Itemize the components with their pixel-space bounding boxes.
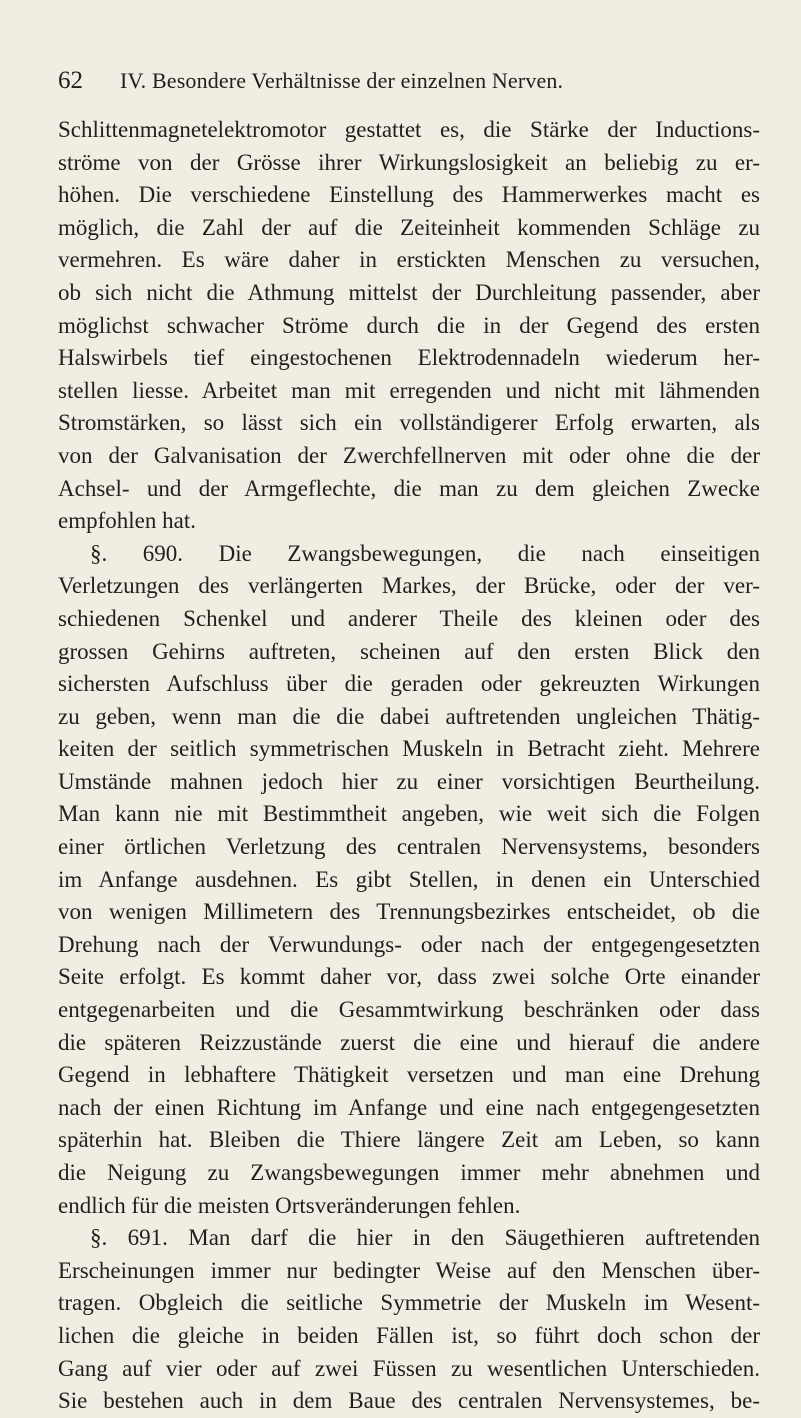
- text-line: Verletzungen des verlängerten Markes, der Brücke, oder der ver-: [58, 573, 760, 599]
- text-line: entgegenarbeiten und die Gesammtwirkung beschränken oder dass: [58, 997, 760, 1023]
- text-line: einer örtlichen Verletzung des centralen Nervensystems, besonders: [58, 834, 760, 860]
- section-690-first-line: §. 690. Die Zwangsbewegungen, die nach einseitigen: [90, 540, 760, 566]
- text-line: möglich, die Zahl der auf die Zeiteinheit kommenden Schläge zu: [58, 214, 760, 240]
- text-line: höhen. Die verschiedene Einstellung des Hammerwerkes macht es: [58, 182, 760, 208]
- text-line: grossen Gehirns auftreten, scheinen auf den ersten Blick den: [58, 638, 760, 664]
- text-line: sichersten Aufschluss über die geraden oder gekreuzten Wirkungen: [58, 671, 760, 697]
- text-line: Sie bestehen auch in dem Baue des centralen Nervensystemes, be-: [58, 1388, 760, 1414]
- section-691-first-line: §. 691. Man darf die hier in den Säugethieren auftretenden: [90, 1225, 760, 1251]
- text-line: ob sich nicht die Athmung mittelst der Durchleitung passender, aber: [58, 279, 760, 305]
- text-line: ströme von der Grösse ihrer Wirkungslosigkeit an beliebig zu er-: [58, 149, 760, 175]
- text-line: von wenigen Millimetern des Trennungsbezirkes entscheidet, ob die: [58, 899, 760, 925]
- body-text: [58, 114, 760, 1418]
- text-line: Stromstärken, so lässt sich ein vollständigerer Erfolg erwarten, als: [58, 410, 760, 436]
- text-line: Achsel- und der Armgeflechte, die man zu dem gleichen Zwecke: [58, 475, 760, 501]
- text-line: Umstände mahnen jedoch hier zu einer vorsichtigen Beurtheilung.: [58, 768, 760, 794]
- text-line: von der Galvanisation der Zwerchfellnerven mit oder ohne die der: [58, 442, 760, 468]
- page-header: [58, 66, 758, 96]
- text-line-paragraph-end: endlich für die meisten Ortsveränderungen fehlen.: [58, 1192, 521, 1218]
- page-number: 62: [58, 67, 83, 94]
- text-line: stellen liesse. Arbeitet man mit erregenden und nicht mit lähmenden: [58, 377, 760, 403]
- text-line: keiten der seitlich symmetrischen Muskeln in Betracht zieht. Mehrere: [58, 736, 760, 762]
- text-line: Gegend in lebhaftere Thätigkeit versetzen und man eine Drehung: [58, 1062, 760, 1088]
- text-line: Seite erfolgt. Es kommt daher vor, dass zwei solche Orte einander: [58, 964, 760, 990]
- text-line: im Anfange ausdehnen. Es gibt Stellen, in denen ein Unterschied: [58, 866, 760, 892]
- text-line: nach der einen Richtung im Anfange und eine nach entgegengesetzten: [58, 1094, 760, 1120]
- text-line: die Neigung zu Zwangsbewegungen immer mehr abnehmen und: [58, 1160, 760, 1185]
- text-line: Gang auf vier oder auf zwei Füssen zu wesentlichen Unterschieden.: [58, 1355, 760, 1381]
- running-head: IV. Besondere Verhältnisse der einzelnen Nerven.: [120, 68, 564, 93]
- text-line: möglichst schwacher Ströme durch die in der Gegend des ersten: [58, 312, 760, 338]
- text-line: zu geben, wenn man die die dabei auftretenden ungleichen Thätig-: [58, 703, 760, 729]
- text-line: die späteren Reizzustände zuerst die eine und hierauf die andere: [58, 1029, 760, 1055]
- text-line: Drehung nach der Verwundungs- oder nach der entgegengesetzten: [58, 931, 760, 957]
- text-line: tragen. Obgleich die seitliche Symmetrie der Muskeln im Wesent-: [58, 1290, 760, 1316]
- text-line: Schlittenmagnetelektromotor gestattet es, die Stärke der Inductions-: [58, 117, 760, 142]
- text-line: späterhin hat. Bleiben die Thiere längere Zeit am Leben, so kann: [58, 1127, 760, 1153]
- text-line: vermehren. Es wäre daher in erstickten Menschen zu versuchen,: [58, 247, 760, 273]
- text-line: Man kann nie mit Bestimmtheit angeben, wie weit sich die Folgen: [58, 801, 760, 827]
- text-line: lichen die gleiche in beiden Fällen ist, so führt doch schon der: [58, 1322, 760, 1348]
- text-line-paragraph-end: empfohlen hat.: [58, 508, 196, 534]
- text-line: Halswirbels tief eingestochenen Elektrodennadeln wiederum her-: [58, 345, 760, 371]
- text-line: schiedenen Schenkel und anderer Theile des kleinen oder des: [58, 605, 760, 631]
- text-line: Erscheinungen immer nur bedingter Weise auf den Menschen über-: [58, 1257, 760, 1283]
